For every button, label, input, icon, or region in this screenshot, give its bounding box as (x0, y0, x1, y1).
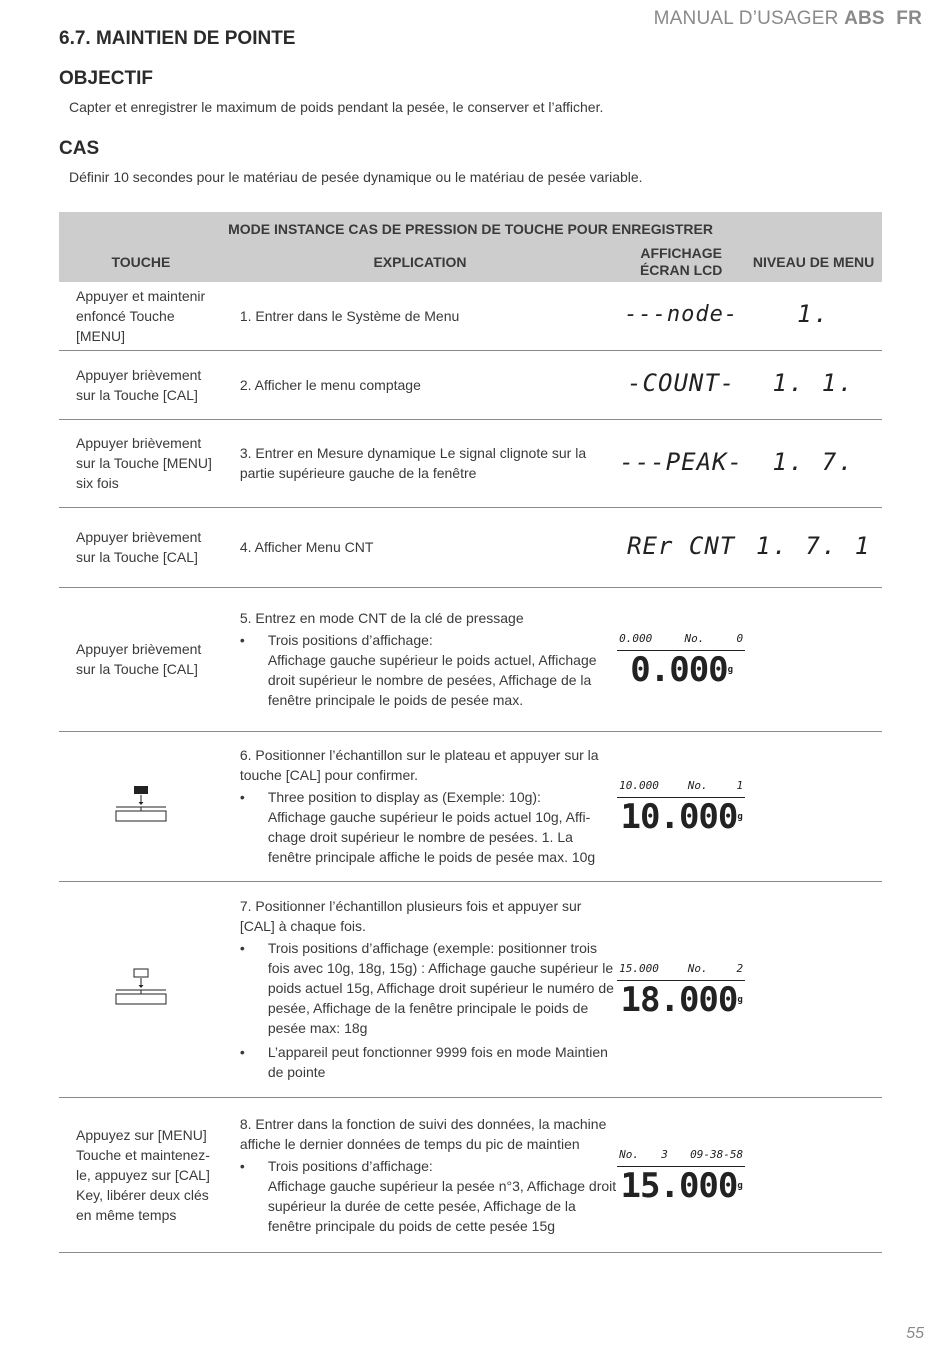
explication-cell (223, 731, 617, 881)
table-row (59, 507, 882, 587)
lcd-unit: g (737, 1180, 742, 1191)
table-row (59, 282, 882, 350)
menu-level: 1. 7. (772, 447, 855, 476)
table-row (59, 1097, 882, 1252)
table-row (59, 587, 882, 731)
menu-level: 1. (797, 300, 831, 329)
table-row (59, 419, 882, 507)
language-label: FR (896, 8, 922, 29)
lcd-display: ---PEAK- (619, 447, 743, 476)
sample-repeat-platform-icon (111, 967, 171, 1007)
running-header (654, 8, 922, 30)
header-lcd: AFFICHAGE ÉCRAN LCD (617, 242, 745, 282)
touche-cell (59, 881, 223, 1097)
explication-cell: 2. Afficher le menu comptage (223, 350, 617, 419)
touche-cell: Appuyer brièvement sur la Touche [CAL] (59, 507, 223, 587)
section-title: 6.7. MAINTIEN DE POINTE (59, 28, 296, 49)
lcd-top-right: 0 (736, 632, 744, 645)
touche-cell: Appuyer brièvement sur la Touche [CAL] (59, 587, 223, 731)
model-label: ABS (844, 8, 885, 29)
lcd-unit: g (737, 812, 742, 822)
table-row (59, 881, 882, 1097)
explication-cell (223, 1097, 617, 1252)
lcd-unit: g (737, 995, 742, 1005)
touche-cell: Appuyer brièvement sur la Touche [CAL] (59, 350, 223, 419)
lcd-top-right: 09-38-58 (690, 1147, 744, 1161)
step-detail: Affichage gauche supérieur le poids actuel 10g, Affi-chage droit supérieur le nombre de pesées. 1. La fenêtre principale affiche le poids de pesée max. 10g (267, 809, 596, 865)
step-lead: 7. Positionner l’échantillon plusieurs fois et appuyer sur [CAL] à chaque fois. (239, 898, 582, 934)
lcd-top-mid: 3 (661, 1147, 668, 1161)
lcd-screen (617, 776, 745, 836)
touche-cell: Appuyer et maintenir enfoncé Touche [MENU] (59, 282, 223, 350)
header-touche: TOUCHE (59, 242, 223, 282)
lcd-main-value: 18.000 (620, 980, 738, 1020)
table-row (59, 350, 882, 419)
step-bullet: • Trois positions d’affichage (exemple: positionner trois fois avec 10g, 18g, 15g) : Affichage gauche supérieur le poids actuel 15g, Affichage droit supérieur le numéro de pesée, Affichage de la fenêtre principale le poids de pesée max: 18g (268, 938, 617, 1038)
step-bullet: • Three position to display as (Exemple: 10g): (268, 787, 617, 807)
touche-cell: Appuyer brièvement sur la Touche [MENU] six fois (59, 419, 223, 507)
lcd-top-left: 15.000 (619, 962, 659, 975)
step-lead: 8. Entrer dans la fonction de suivi des données, la machine affiche le dernier données de temps du pic de maintien (239, 1115, 607, 1152)
header-explication: EXPLICATION (223, 242, 617, 282)
manual-label: MANUAL D’USAGER (653, 8, 839, 29)
table-row (59, 731, 882, 881)
lcd-screen (617, 629, 745, 689)
lcd-display: REr CNT (627, 531, 736, 560)
step-bullet: • L’appareil peut fonctionner 9999 fois en mode Maintien de pointe (268, 1042, 617, 1082)
lcd-main-value: 0.000 (630, 650, 728, 690)
table-title: MODE INSTANCE CAS DE PRESSION DE TOUCHE POUR ENREGISTRER (59, 212, 882, 242)
cas-heading: CAS (59, 138, 100, 159)
cas-text: Définir 10 secondes pour le matériau de pesée dynamique ou le matériau de pesée variable. (69, 169, 643, 185)
step-detail: Affichage gauche supérieur la pesée n°3, Affichage droit supérieur la durée de cette pesée, Affichage de la fenêtre principale du poids de cette pesée 15g (267, 1177, 617, 1234)
step-bullet: • Trois positions d’affichage: (268, 630, 617, 650)
lcd-screen (617, 959, 745, 1019)
lcd-top-mid: No. (687, 962, 708, 975)
step-bullet: • Trois positions d’affichage: (268, 1156, 617, 1176)
touche-cell (59, 731, 223, 881)
explication-cell: 1. Entrer dans le Système de Menu (223, 282, 617, 350)
step-detail: Affichage gauche supérieur le poids actuel, Affichage droit supérieur le nombre de pesées, Affichage de la fenêtre principale le poids de pesée max. (267, 652, 597, 708)
procedure-table (59, 212, 882, 1253)
explication-cell (223, 587, 617, 731)
objectif-text: Capter et enregistrer le maximum de poids pendant la pesée, le conserver et l’afficher. (69, 99, 604, 115)
explication-cell: 3. Entrer en Mesure dynamique Le signal clignote sur la partie supérieure gauche de la fenêtre (223, 419, 617, 507)
step-lead: 6. Positionner l’échantillon sur le plateau et appuyer sur la touche [CAL] pour confirmer. (239, 747, 599, 783)
page-number: 55 (906, 1325, 924, 1342)
lcd-top-left: No. (619, 1147, 640, 1161)
menu-level: 1. 1. (772, 369, 855, 397)
lcd-display: -COUNT- (627, 369, 736, 397)
header-menu-level: NIVEAU DE MENU (745, 242, 882, 282)
lcd-top-right: 2 (736, 962, 744, 975)
step-lead: 5. Entrez en mode CNT de la clé de pressage (239, 610, 524, 626)
lcd-top-mid: No. (687, 779, 708, 792)
lcd-top-right: 1 (736, 779, 744, 792)
sample-on-platform-icon (111, 784, 171, 824)
lcd-main-value: 10.000 (620, 797, 738, 837)
lcd-top-left: 0.000 (619, 632, 653, 645)
menu-level: 1. 7. 1 (756, 531, 872, 560)
explication-cell (223, 881, 617, 1097)
touche-cell: Appuyez sur [MENU] Touche et maintenez-le, appuyez sur [CAL] Key, libérer deux clés en même temps (59, 1097, 223, 1252)
lcd-top-mid: No. (684, 632, 705, 645)
lcd-main-value: 15.000 (620, 1165, 738, 1206)
lcd-display: ---node- (624, 302, 739, 328)
objectif-heading: OBJECTIF (59, 68, 153, 89)
lcd-unit: g (727, 665, 733, 675)
explication-cell: 4. Afficher Menu CNT (223, 507, 617, 587)
lcd-top-left: 10.000 (619, 779, 659, 792)
lcd-screen (617, 1145, 745, 1205)
